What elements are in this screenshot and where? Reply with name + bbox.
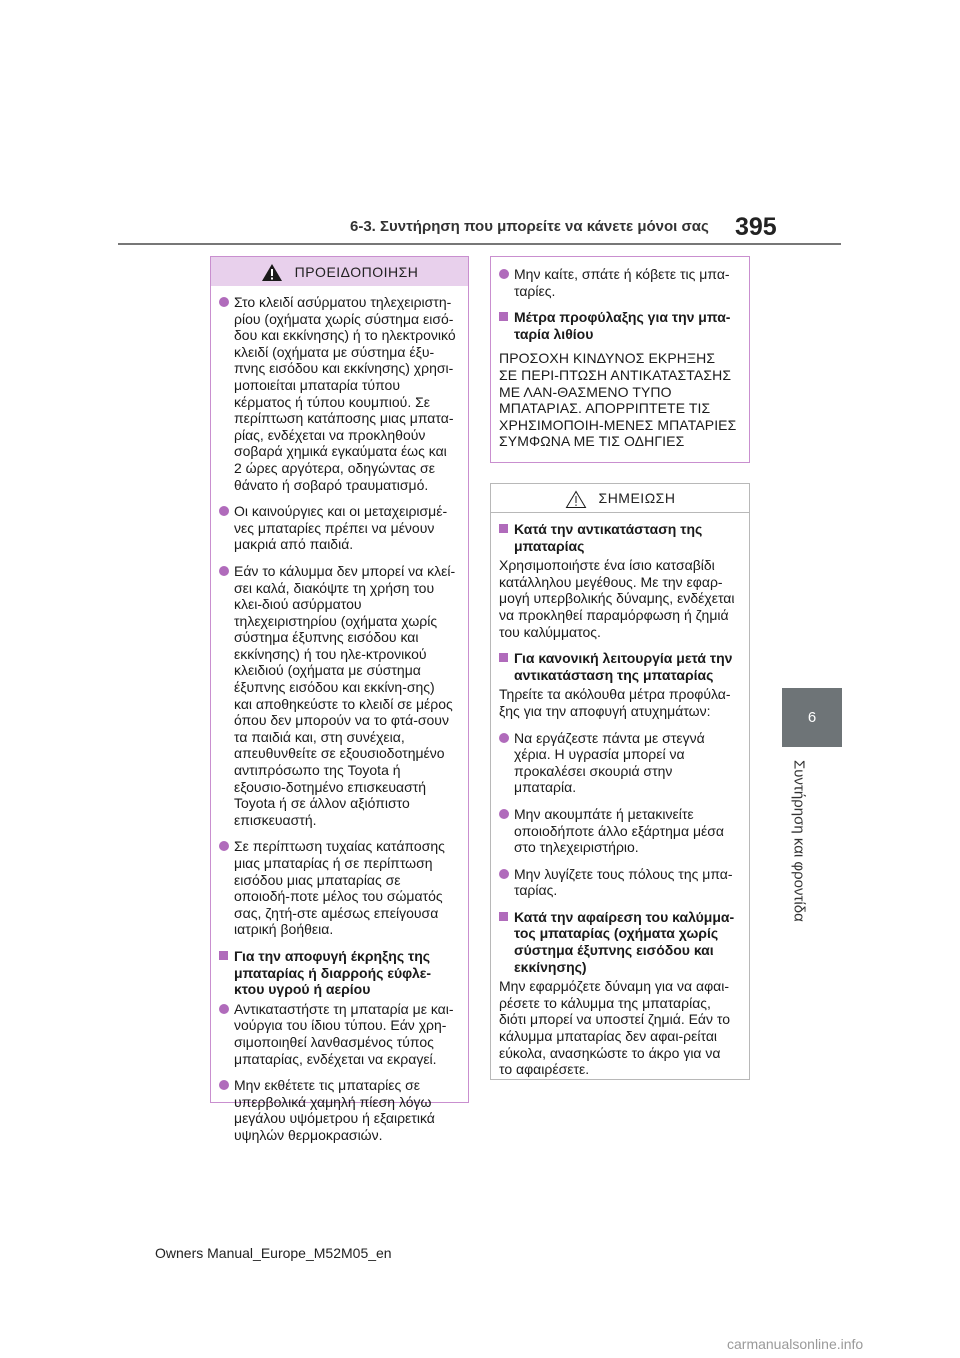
note-subheading: Κατά την αντικατάσταση της μπαταρίας [499, 521, 737, 554]
note-item: Να εργάζεστε πάντα με στεγνά χέρια. Η υγρασία μπορεί να προκαλέσει σκουριά στην μπαταρία. [499, 730, 737, 796]
chapter-side-label: Συντήρηση και φροντίδα [790, 760, 808, 922]
note-box [490, 483, 750, 1080]
note-subheading: Κατά την αφαίρεση του καλύμμα-τος μπαταρίας (οχήματα χωρίς σύστημα έξυπνης εισόδου και εκκίνησης) [499, 909, 737, 975]
note-box-title: ΣΗΜΕΙΩΣΗ [598, 490, 676, 506]
warning-item: Στο κλειδί ασύρματου τηλεχειριστη-ρίου (οχήματα χωρίς σύστημα εισό-δου και εκκίνησης) ή το ηλεκτρονικό κλειδί (οχήματα με σύστημα έξυ-πνης εισόδου και εκκίνησης) χρησι-μοποιείται μπαταρία τύπου κέρματος ή τύπου κουμπιού. Σε περίπτωση κατάποσης μιας μπατα-ρίας, ενδέχεται να προκληθούν σοβαρά χημικά εγκαύματα έως και 2 ώρες αργότερα, οδηγώντας σε θάνατο ή σοβαρό τραυματισμό. [219, 294, 456, 493]
note-item: Μην ακουμπάτε ή μετακινείτε οποιοδήποτε άλλο εξάρτημα μέσα στο τηλεχειριστήριο. [499, 806, 737, 856]
warning-subheading: Για την αποφυγή έκρηξης της μπαταρίας ή διαρροής εύφλε-κτου υγρού ή αερίου [219, 948, 456, 998]
note-subheading: Για κανονική λειτουργία μετά την αντικατάσταση της μπαταρίας [499, 650, 737, 683]
warning-item: Μην εκθέτετε τις μπαταρίες σε υπερβολικά χαμηλή πίεση λόγω μεγάλου υψόμετρου ή εξαιρετικά υψηλών θερμοκρασιών. [219, 1077, 456, 1143]
warning-box-header [211, 257, 468, 286]
caution-triangle-icon [565, 490, 587, 509]
warning-item: Σε περίπτωση τυχαίας κατάποσης μιας μπαταρίας ή σε περίπτωση εισόδου μιας μπαταρίας σε οποιοδή-ποτε μέλος του σώματός σας, ζητή-στε αμέσως επείγουσα ιατρική βοήθεια. [219, 838, 456, 938]
note-paragraph: Χρησιμοποιήστε ένα ίσιο κατσαβίδι κατάλληλου μεγέθους. Με την εφαρ-μογή υπερβολικής δύναμης, ενδέχεται να προκληθεί παραμόρφωση ή ζημιά του καλύμματος. [499, 557, 735, 640]
note-paragraph: Μην εφαρμόζετε δύναμη για να αφαι-ρέσετε το κάλυμμα της μπαταρίας, διότι μπορεί να υποστεί ζημιά. Εάν το κάλυμμα μπαταρίας δεν αφαι-ρείται εύκολα, ανασηκώστε το άκρο για να το αφαιρέσετε. [499, 978, 731, 1078]
section-title: 6-3. Συντήρηση που μπορείτε να κάνετε μόνοι σας [350, 218, 709, 235]
note-item: Μην λυγίζετε τους πόλους της μπα-ταρίας. [499, 866, 737, 899]
header-divider [118, 243, 841, 245]
chapter-number: 6 [807, 709, 817, 726]
warning-item: Μην καίτε, σπάτε ή κόβετε τις μπα-ταρίες. [499, 266, 737, 299]
footer-manual-id: Owners Manual_Europe_M52M05_en [155, 1245, 392, 1261]
warning-item: Αντικαταστήστε τη μπαταρία με και-νούργια του ίδιου τύπου. Εάν χρη-σιμοποιηθεί λανθασμένος τύπος μπαταρίας, ενδέχεται να εκραγεί. [219, 1001, 456, 1067]
warning-item: Εάν το κάλυμμα δεν μπορεί να κλεί-σει καλά, διακόψτε τη χρήση του κλει-διού ασύρματου τηλεχειριστηρίου (οχήματα χωρίς σύστημα έξυπνης εισόδου και εκκίνησης) ή του ηλε-κτρονικού κλειδιού (οχήματα με σύστημα έξυπνης εισόδου και εκκίνη-σης) και αποθηκεύστε το κλειδί σε μέρος όπου δεν μπορούν να το φτά-σουν τα παιδιά και, στη συνέχεια, απευθυνθείτε σε εξουσιοδοτημένο αντιπρόσωπο της Toyota ή εξουσιο-δοτημένο επισκευαστή Toyota ή σε άλλον αξιόπιστο επισκευαστή. [219, 563, 456, 829]
watermark: carmanualsonline.info [727, 1336, 864, 1352]
warning-box-title: ΠΡΟΕΙΔΟΠΟΙΗΣΗ [294, 263, 419, 280]
warning-item: Οι καινούργιες και οι μεταχειρισμέ-νες μπαταρίες πρέπει να μένουν μακριά από παιδιά. [219, 503, 456, 553]
caution-text: ΠΡΟΣΟΧΗ ΚΙΝΔΥΝΟΣ ΕΚΡΗΞΗΣ ΣΕ ΠΕΡΙ-ΠΤΩΣΗ ΑΝΤΙΚΑΤΑΣΤΑΣΗΣ ΜΕ ΛΑΝ-ΘΑΣΜΕΝΟ ΤΥΠΟ ΜΠΑΤΑΡΙΑΣ. ΑΠΟΡΡΙΠΤΕΤΕ ΤΙΣ ΧΡΗΣΙΜΟΠΟΙΗ-ΜΕΝΕΣ ΜΠΑΤΑΡΙΕΣ ΣΥΜΦΩΝΑ ΜΕ ΤΙΣ ΟΔΗΓΙΕΣ [499, 350, 737, 450]
note-paragraph: Τηρείτε τα ακόλουθα μέτρα προφύλα-ξης για την αποφυγή ατυχημάτων: [499, 686, 731, 719]
warning-box-continued [490, 256, 750, 463]
warning-triangle-icon [261, 263, 283, 282]
warning-subheading: Μέτρα προφύλαξης για την μπα-ταρία λιθίου [499, 309, 737, 342]
page-number: 395 [735, 213, 777, 241]
warning-box [210, 256, 469, 1143]
note-box-header [491, 484, 749, 513]
chapter-tab[interactable] [782, 688, 842, 747]
